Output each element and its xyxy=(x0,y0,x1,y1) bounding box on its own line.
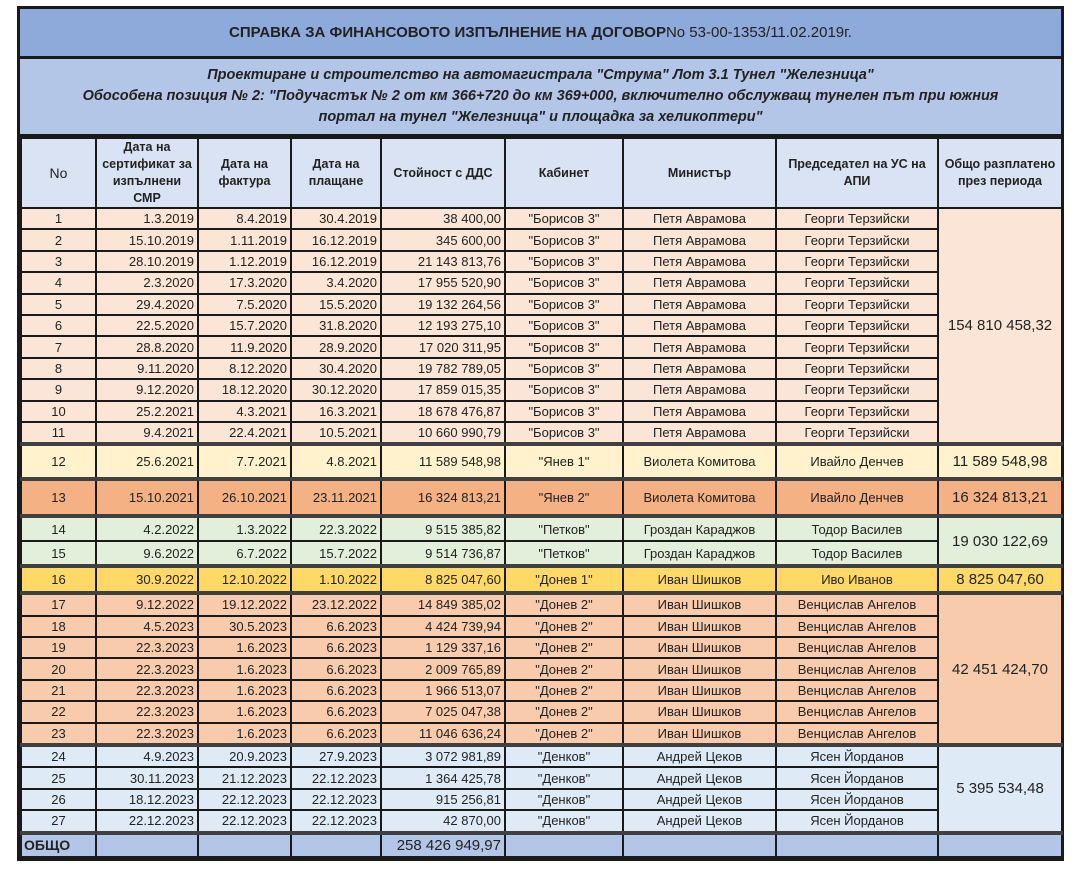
cell-invoice: 19.12.2022 xyxy=(198,593,291,615)
cell-chairman: Георги Терзийски xyxy=(776,272,938,293)
cell-amount: 1 966 513,07 xyxy=(381,680,505,701)
report-title xyxy=(20,9,1061,59)
cell-payment: 6.6.2023 xyxy=(291,680,381,701)
cell-minister: Андрей Цеков xyxy=(623,789,776,810)
cell-cabinet: "Петков" xyxy=(505,516,623,541)
cell-chairman: Георги Терзийски xyxy=(776,358,938,379)
total-empty-cell xyxy=(776,833,938,857)
table-row xyxy=(21,444,1062,479)
cell-cabinet: "Донев 2" xyxy=(505,616,623,637)
cell-cert: 9.6.2022 xyxy=(96,541,198,566)
cell-cert: 22.3.2023 xyxy=(96,701,198,722)
cell-cert: 28.10.2019 xyxy=(96,251,198,272)
cell-amount: 2 009 765,89 xyxy=(381,658,505,679)
cell-chairman: Георги Терзийски xyxy=(776,401,938,422)
cell-minister: Виолета Комитова xyxy=(623,444,776,479)
table-row xyxy=(21,701,1062,722)
cell-no: 23 xyxy=(21,723,96,745)
col-header-amount: Стойност с ДДС xyxy=(381,138,505,208)
cell-cabinet: "Донев 2" xyxy=(505,680,623,701)
cell-cert: 28.8.2020 xyxy=(96,336,198,357)
cell-cabinet: "Денков" xyxy=(505,767,623,788)
cell-payment: 30.4.2020 xyxy=(291,358,381,379)
cell-payment: 22.12.2023 xyxy=(291,767,381,788)
col-header-invoice-date: Дата на фактура xyxy=(198,138,291,208)
cell-amount: 14 849 385,02 xyxy=(381,593,505,615)
table-row xyxy=(21,723,1062,745)
table-row xyxy=(21,637,1062,658)
cell-no: 11 xyxy=(21,422,96,444)
cell-amount: 915 256,81 xyxy=(381,789,505,810)
cell-cabinet: "Донев 1" xyxy=(505,566,623,593)
cell-cert: 15.10.2019 xyxy=(96,229,198,250)
col-header-cabinet: Кабинет xyxy=(505,138,623,208)
cell-payment: 6.6.2023 xyxy=(291,637,381,658)
cell-minister: Иван Шишков xyxy=(623,593,776,615)
table-row xyxy=(21,272,1062,293)
cell-minister: Петя Аврамова xyxy=(623,379,776,400)
cell-no: 6 xyxy=(21,315,96,336)
cell-invoice: 4.3.2021 xyxy=(198,401,291,422)
cell-payment: 27.9.2023 xyxy=(291,745,381,767)
table-row xyxy=(21,479,1062,516)
period-total-cell: 154 810 458,32 xyxy=(938,208,1062,444)
cell-amount: 17 859 015,35 xyxy=(381,379,505,400)
table-row xyxy=(21,379,1062,400)
cell-invoice: 30.5.2023 xyxy=(198,616,291,637)
col-header-period-total: Общо разплатено през периода xyxy=(938,138,1062,208)
cell-no: 26 xyxy=(21,789,96,810)
cell-invoice: 1.6.2023 xyxy=(198,723,291,745)
cell-payment: 4.8.2021 xyxy=(291,444,381,479)
cell-cabinet: "Борисов 3" xyxy=(505,208,623,229)
cell-chairman: Ивайло Денчев xyxy=(776,479,938,516)
table-row xyxy=(21,810,1062,832)
cell-amount: 1 129 337,16 xyxy=(381,637,505,658)
total-empty-cell xyxy=(938,833,1062,857)
cell-minister: Андрей Цеков xyxy=(623,810,776,832)
cell-cert: 4.2.2022 xyxy=(96,516,198,541)
cell-minister: Петя Аврамова xyxy=(623,422,776,444)
cell-cabinet: "Донев 2" xyxy=(505,637,623,658)
cell-cabinet: "Борисов 3" xyxy=(505,422,623,444)
cell-cert: 22.5.2020 xyxy=(96,315,198,336)
table-row xyxy=(21,566,1062,593)
cell-invoice: 21.12.2023 xyxy=(198,767,291,788)
cell-payment: 30.12.2020 xyxy=(291,379,381,400)
cell-invoice: 17.3.2020 xyxy=(198,272,291,293)
cell-invoice: 22.12.2023 xyxy=(198,789,291,810)
cell-chairman: Венцислав Ангелов xyxy=(776,637,938,658)
cell-minister: Петя Аврамова xyxy=(623,315,776,336)
cell-minister: Петя Аврамова xyxy=(623,251,776,272)
cell-minister: Петя Аврамова xyxy=(623,401,776,422)
cell-amount: 17 955 520,90 xyxy=(381,272,505,293)
cell-no: 14 xyxy=(21,516,96,541)
col-header-minister: Министър xyxy=(623,138,776,208)
cell-no: 25 xyxy=(21,767,96,788)
table-row xyxy=(21,358,1062,379)
cell-payment: 16.3.2021 xyxy=(291,401,381,422)
cell-cabinet: "Донев 2" xyxy=(505,593,623,615)
table-row xyxy=(21,593,1062,615)
cell-cabinet: "Борисов 3" xyxy=(505,358,623,379)
cell-cert: 9.11.2020 xyxy=(96,358,198,379)
cell-cert: 30.9.2022 xyxy=(96,566,198,593)
cell-minister: Виолета Комитова xyxy=(623,479,776,516)
period-total-cell: 11 589 548,98 xyxy=(938,444,1062,479)
cell-cert: 22.3.2023 xyxy=(96,723,198,745)
cell-cert: 9.4.2021 xyxy=(96,422,198,444)
cell-amount: 42 870,00 xyxy=(381,810,505,832)
cell-chairman: Георги Терзийски xyxy=(776,294,938,315)
cell-invoice: 15.7.2020 xyxy=(198,315,291,336)
cell-chairman: Ясен Йорданов xyxy=(776,810,938,832)
cell-cabinet: "Петков" xyxy=(505,541,623,566)
cell-cabinet: "Денков" xyxy=(505,745,623,767)
payments-table xyxy=(20,137,1063,858)
cell-invoice: 20.9.2023 xyxy=(198,745,291,767)
table-row xyxy=(21,541,1062,566)
cell-no: 1 xyxy=(21,208,96,229)
cell-no: 2 xyxy=(21,229,96,250)
table-row xyxy=(21,422,1062,444)
period-total-cell: 16 324 813,21 xyxy=(938,479,1062,516)
cell-minister: Иван Шишков xyxy=(623,680,776,701)
cell-minister: Иван Шишков xyxy=(623,616,776,637)
cell-chairman: Георги Терзийски xyxy=(776,251,938,272)
table-row xyxy=(21,208,1062,229)
cell-cabinet: "Борисов 3" xyxy=(505,272,623,293)
cell-cert: 4.5.2023 xyxy=(96,616,198,637)
table-row xyxy=(21,616,1062,637)
cell-amount: 18 678 476,87 xyxy=(381,401,505,422)
cell-cabinet: "Донев 2" xyxy=(505,723,623,745)
cell-chairman: Ясен Йорданов xyxy=(776,767,938,788)
cell-payment: 23.12.2022 xyxy=(291,593,381,615)
cell-no: 4 xyxy=(21,272,96,293)
cell-amount: 17 020 311,95 xyxy=(381,336,505,357)
cell-no: 8 xyxy=(21,358,96,379)
total-empty-cell xyxy=(96,833,198,857)
cell-amount: 9 514 736,87 xyxy=(381,541,505,566)
cell-invoice: 11.9.2020 xyxy=(198,336,291,357)
cell-minister: Петя Аврамова xyxy=(623,358,776,379)
cell-payment: 6.6.2023 xyxy=(291,658,381,679)
cell-payment: 6.6.2023 xyxy=(291,723,381,745)
cell-payment: 22.12.2023 xyxy=(291,810,381,832)
cell-no: 17 xyxy=(21,593,96,615)
table-row xyxy=(21,658,1062,679)
cell-cert: 9.12.2022 xyxy=(96,593,198,615)
cell-cabinet: "Борисов 3" xyxy=(505,315,623,336)
cell-invoice: 7.5.2020 xyxy=(198,294,291,315)
period-total-cell: 19 030 122,69 xyxy=(938,516,1062,566)
table-row xyxy=(21,401,1062,422)
cell-no: 3 xyxy=(21,251,96,272)
cell-chairman: Венцислав Ангелов xyxy=(776,680,938,701)
cell-cert: 1.3.2019 xyxy=(96,208,198,229)
title-contract-number: No 53-00-1353/11.02.2019г. xyxy=(665,24,852,41)
cell-payment: 6.6.2023 xyxy=(291,616,381,637)
cell-payment: 30.4.2019 xyxy=(291,208,381,229)
cell-cert: 29.4.2020 xyxy=(96,294,198,315)
cell-cert: 9.12.2020 xyxy=(96,379,198,400)
cell-chairman: Георги Терзийски xyxy=(776,208,938,229)
cell-cert: 15.10.2021 xyxy=(96,479,198,516)
cell-chairman: Тодор Василев xyxy=(776,541,938,566)
report-sheet xyxy=(17,6,1064,861)
cell-payment: 3.4.2020 xyxy=(291,272,381,293)
table-row xyxy=(21,516,1062,541)
cell-minister: Иван Шишков xyxy=(623,723,776,745)
cell-cert: 25.6.2021 xyxy=(96,444,198,479)
cell-cabinet: "Борисов 3" xyxy=(505,251,623,272)
cell-invoice: 1.6.2023 xyxy=(198,701,291,722)
cell-cert: 22.3.2023 xyxy=(96,658,198,679)
cell-invoice: 12.10.2022 xyxy=(198,566,291,593)
cell-no: 10 xyxy=(21,401,96,422)
cell-cabinet: "Борисов 3" xyxy=(505,379,623,400)
cell-minister: Иван Шишков xyxy=(623,701,776,722)
cell-invoice: 1.11.2019 xyxy=(198,229,291,250)
cell-invoice: 1.6.2023 xyxy=(198,637,291,658)
cell-cert: 30.11.2023 xyxy=(96,767,198,788)
cell-cabinet: "Борисов 3" xyxy=(505,294,623,315)
cell-invoice: 22.4.2021 xyxy=(198,422,291,444)
cell-no: 7 xyxy=(21,336,96,357)
cell-chairman: Ивайло Денчев xyxy=(776,444,938,479)
cell-cabinet: "Донев 2" xyxy=(505,701,623,722)
period-total-cell: 42 451 424,70 xyxy=(938,593,1062,745)
table-row xyxy=(21,680,1062,701)
cell-payment: 15.5.2020 xyxy=(291,294,381,315)
period-total-cell: 8 825 047,60 xyxy=(938,566,1062,593)
cell-chairman: Венцислав Ангелов xyxy=(776,658,938,679)
cell-cabinet: "Денков" xyxy=(505,789,623,810)
cell-chairman: Георги Терзийски xyxy=(776,422,938,444)
cell-payment: 23.11.2021 xyxy=(291,479,381,516)
cell-amount: 7 025 047,38 xyxy=(381,701,505,722)
cell-minister: Иван Шишков xyxy=(623,637,776,658)
cell-invoice: 1.12.2019 xyxy=(198,251,291,272)
cell-amount: 11 589 548,98 xyxy=(381,444,505,479)
total-empty-cell xyxy=(505,833,623,857)
cell-invoice: 18.12.2020 xyxy=(198,379,291,400)
cell-chairman: Георги Терзийски xyxy=(776,315,938,336)
cell-invoice: 7.7.2021 xyxy=(198,444,291,479)
table-row xyxy=(21,745,1062,767)
cell-chairman: Иво Иванов xyxy=(776,566,938,593)
cell-amount: 11 046 636,24 xyxy=(381,723,505,745)
cell-minister: Иван Шишков xyxy=(623,566,776,593)
cell-cabinet: "Борисов 3" xyxy=(505,229,623,250)
cell-chairman: Георги Терзийски xyxy=(776,336,938,357)
total-empty-cell xyxy=(198,833,291,857)
period-total-cell: 5 395 534,48 xyxy=(938,745,1062,833)
cell-cert: 22.3.2023 xyxy=(96,680,198,701)
cell-minister: Петя Аврамова xyxy=(623,208,776,229)
cell-payment: 22.12.2023 xyxy=(291,789,381,810)
cell-amount: 10 660 990,79 xyxy=(381,422,505,444)
cell-no: 21 xyxy=(21,680,96,701)
cell-chairman: Тодор Василев xyxy=(776,516,938,541)
table-body xyxy=(21,208,1062,857)
cell-payment: 10.5.2021 xyxy=(291,422,381,444)
cell-no: 5 xyxy=(21,294,96,315)
table-row xyxy=(21,336,1062,357)
cell-payment: 28.9.2020 xyxy=(291,336,381,357)
cell-payment: 6.6.2023 xyxy=(291,701,381,722)
col-header-chairman: Председател на УС на АПИ xyxy=(776,138,938,208)
cell-minister: Гроздан Караджов xyxy=(623,516,776,541)
cell-cert: 18.12.2023 xyxy=(96,789,198,810)
cell-payment: 22.3.2022 xyxy=(291,516,381,541)
cell-invoice: 26.10.2021 xyxy=(198,479,291,516)
cell-amount: 1 364 425,78 xyxy=(381,767,505,788)
cell-cert: 22.3.2023 xyxy=(96,637,198,658)
cell-chairman: Ясен Йорданов xyxy=(776,789,938,810)
cell-cabinet: "Янев 2" xyxy=(505,479,623,516)
subtitle-line-1: Проектиране и строителство на автомагистрала "Струма" Лот 3.1 Тунел "Железница" xyxy=(207,67,874,83)
total-label: ОБЩО xyxy=(21,833,96,857)
cell-cabinet: "Борисов 3" xyxy=(505,401,623,422)
cell-cabinet: "Янев 1" xyxy=(505,444,623,479)
total-empty-cell xyxy=(623,833,776,857)
cell-amount: 16 324 813,21 xyxy=(381,479,505,516)
subtitle-line-2: Обособена позиция № 2: "Подучастък № 2 от км 366+720 до км 369+000, включително обслужващ тунелен път при южния xyxy=(82,88,999,104)
cell-invoice: 1.6.2023 xyxy=(198,658,291,679)
cell-no: 9 xyxy=(21,379,96,400)
cell-amount: 19 782 789,05 xyxy=(381,358,505,379)
col-header-payment-date: Дата на плащане xyxy=(291,138,381,208)
cell-invoice: 22.12.2023 xyxy=(198,810,291,832)
cell-no: 18 xyxy=(21,616,96,637)
cell-no: 15 xyxy=(21,541,96,566)
table-row xyxy=(21,294,1062,315)
report-subtitle xyxy=(20,59,1061,137)
cell-invoice: 1.6.2023 xyxy=(198,680,291,701)
cell-amount: 8 825 047,60 xyxy=(381,566,505,593)
col-header-cert-date: Дата на сертификат за изпълнени СМР xyxy=(96,138,198,208)
cell-minister: Иван Шишков xyxy=(623,658,776,679)
cell-payment: 1.10.2022 xyxy=(291,566,381,593)
cell-payment: 16.12.2019 xyxy=(291,251,381,272)
cell-amount: 345 600,00 xyxy=(381,229,505,250)
cell-cert: 22.12.2023 xyxy=(96,810,198,832)
cell-amount: 12 193 275,10 xyxy=(381,315,505,336)
table-row xyxy=(21,315,1062,336)
table-row xyxy=(21,251,1062,272)
cell-minister: Петя Аврамова xyxy=(623,294,776,315)
cell-invoice: 8.12.2020 xyxy=(198,358,291,379)
cell-invoice: 8.4.2019 xyxy=(198,208,291,229)
cell-no: 19 xyxy=(21,637,96,658)
cell-cabinet: "Денков" xyxy=(505,810,623,832)
cell-payment: 15.7.2022 xyxy=(291,541,381,566)
cell-chairman: Георги Терзийски xyxy=(776,229,938,250)
cell-no: 12 xyxy=(21,444,96,479)
cell-no: 24 xyxy=(21,745,96,767)
cell-chairman: Венцислав Ангелов xyxy=(776,616,938,637)
cell-payment: 31.8.2020 xyxy=(291,315,381,336)
cell-no: 16 xyxy=(21,566,96,593)
cell-no: 22 xyxy=(21,701,96,722)
cell-cabinet: "Борисов 3" xyxy=(505,336,623,357)
total-empty-cell xyxy=(291,833,381,857)
total-row xyxy=(21,833,1062,857)
cell-cert: 25.2.2021 xyxy=(96,401,198,422)
cell-no: 27 xyxy=(21,810,96,832)
cell-invoice: 1.3.2022 xyxy=(198,516,291,541)
cell-no: 20 xyxy=(21,658,96,679)
table-row xyxy=(21,789,1062,810)
col-header-no: No xyxy=(21,138,96,208)
cell-minister: Андрей Цеков xyxy=(623,745,776,767)
cell-minister: Петя Аврамова xyxy=(623,336,776,357)
table-row xyxy=(21,767,1062,788)
cell-payment: 16.12.2019 xyxy=(291,229,381,250)
cell-minister: Петя Аврамова xyxy=(623,229,776,250)
cell-minister: Петя Аврамова xyxy=(623,272,776,293)
table-header-row xyxy=(21,138,1062,208)
grand-total-amount: 258 426 949,97 xyxy=(381,833,505,857)
cell-minister: Андрей Цеков xyxy=(623,767,776,788)
cell-amount: 19 132 264,56 xyxy=(381,294,505,315)
cell-chairman: Ясен Йорданов xyxy=(776,745,938,767)
cell-cert: 2.3.2020 xyxy=(96,272,198,293)
cell-amount: 3 072 981,89 xyxy=(381,745,505,767)
cell-cabinet: "Донев 2" xyxy=(505,658,623,679)
cell-chairman: Венцислав Ангелов xyxy=(776,723,938,745)
cell-chairman: Георги Терзийски xyxy=(776,379,938,400)
table-row xyxy=(21,229,1062,250)
cell-chairman: Венцислав Ангелов xyxy=(776,593,938,615)
cell-amount: 9 515 385,82 xyxy=(381,516,505,541)
cell-amount: 21 143 813,76 xyxy=(381,251,505,272)
cell-no: 13 xyxy=(21,479,96,516)
title-bold: СПРАВКА ЗА ФИНАНСОВОТО ИЗПЪЛНЕНИЕ НА ДОГОВОР xyxy=(229,24,666,41)
cell-cert: 4.9.2023 xyxy=(96,745,198,767)
cell-amount: 38 400,00 xyxy=(381,208,505,229)
cell-amount: 4 424 739,94 xyxy=(381,616,505,637)
cell-invoice: 6.7.2022 xyxy=(198,541,291,566)
cell-minister: Гроздан Караджов xyxy=(623,541,776,566)
cell-chairman: Венцислав Ангелов xyxy=(776,701,938,722)
subtitle-line-3: портал на тунел "Железница" и площадка за хеликоптери" xyxy=(318,109,763,125)
